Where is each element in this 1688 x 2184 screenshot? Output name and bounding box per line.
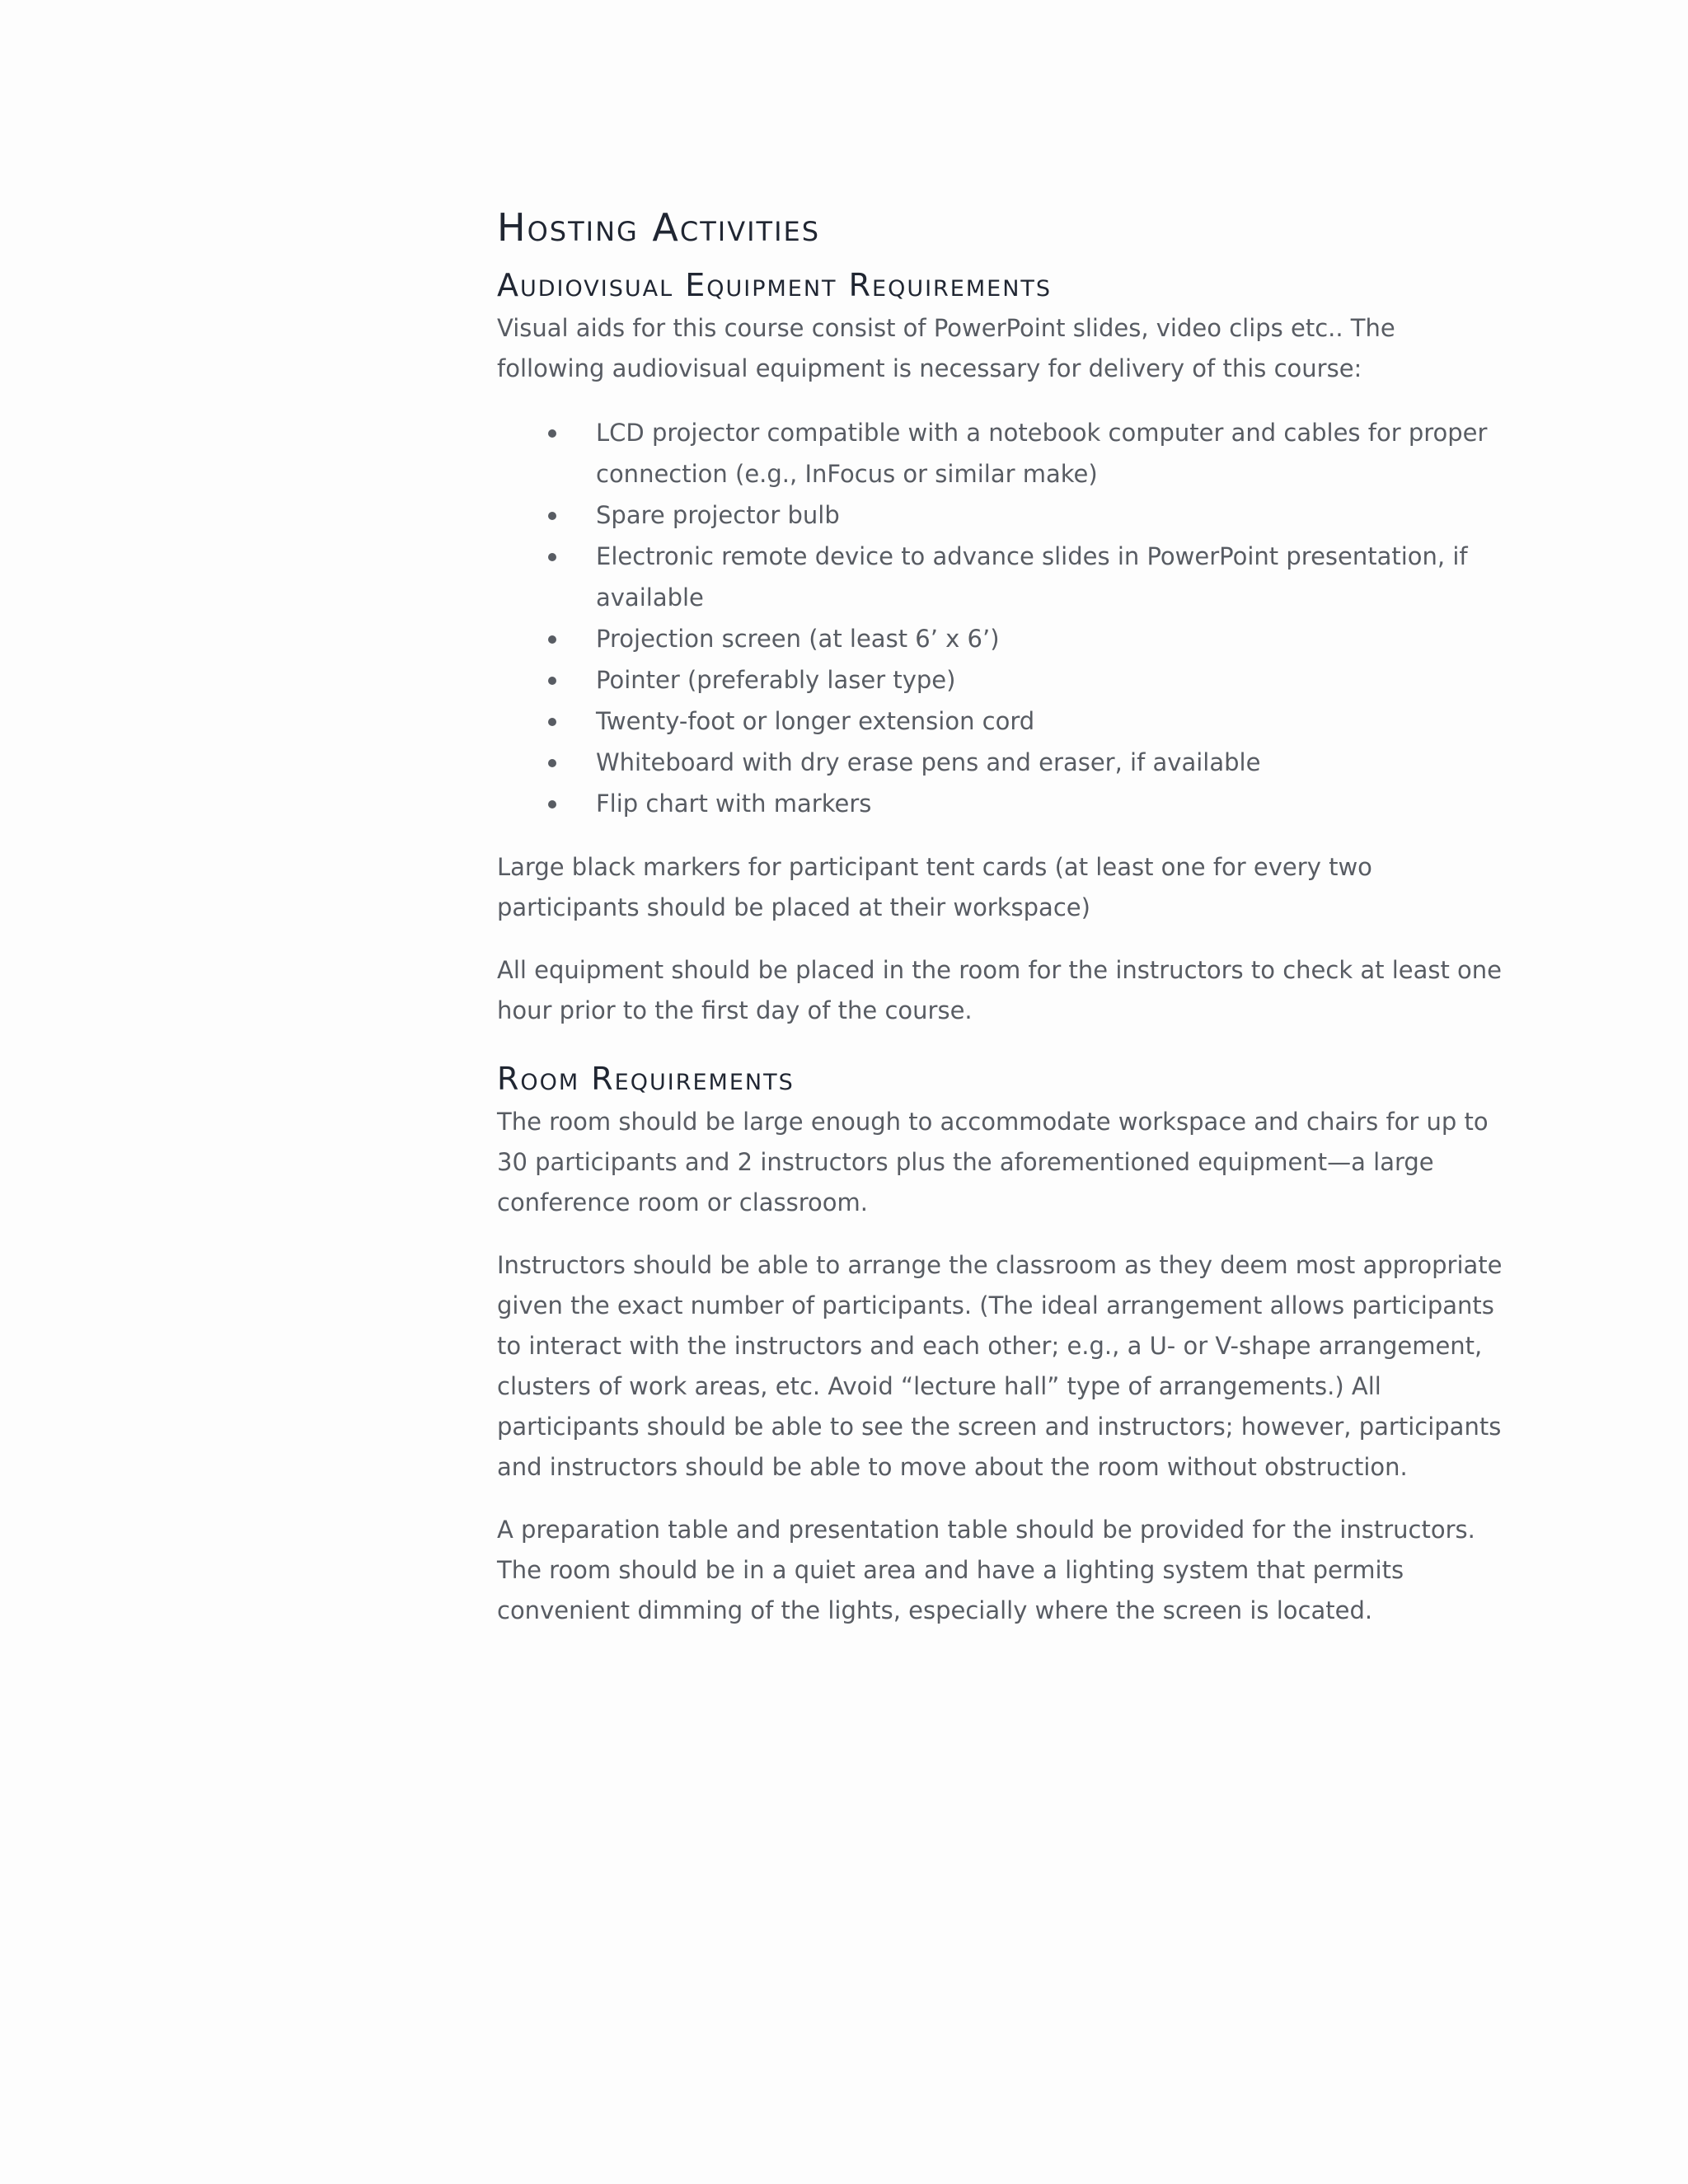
- list-item-text: Spare projector bulb: [596, 501, 840, 529]
- bullet-icon: [548, 800, 556, 808]
- bullet-icon: [548, 677, 556, 685]
- list-item: [497, 536, 1503, 618]
- bullet-icon: [548, 512, 556, 520]
- room-tables-lighting-paragraph: A preparation table and presentation table should be provided for the instructors. The room should be in a quiet area and have a lighting system that permits convenient dimming of the lights, especially where the screen is located.: [497, 1516, 1475, 1624]
- list-item: [497, 783, 1503, 824]
- list-item: [497, 659, 1503, 701]
- list-item-text: Whiteboard with dry erase pens and eraser, if available: [596, 748, 1261, 776]
- bullet-icon: [548, 718, 556, 726]
- section-heading-audiovisual: Audiovisual Equipment Requirements: [497, 267, 1053, 303]
- section-heading-room: Room Requirements: [497, 1061, 795, 1097]
- bullet-icon: [548, 759, 556, 767]
- bullet-icon: [548, 429, 556, 438]
- bullet-icon: [548, 553, 556, 561]
- list-item-text: Flip chart with markers: [596, 790, 872, 818]
- list-item-text: Twenty-foot or longer extension cord: [596, 707, 1035, 735]
- list-item: [497, 742, 1503, 783]
- page-title: Hosting Activities: [497, 205, 821, 250]
- list-item: [497, 412, 1503, 494]
- list-item: [497, 701, 1503, 742]
- markers-paragraph: Large black markers for participant tent cards (at least one for every two participants should be placed at their workspace): [497, 853, 1372, 921]
- audiovisual-intro-paragraph: Visual aids for this course consist of PowerPoint slides, video clips etc.. The following audiovisual equipment is necessary for delivery of this course:: [497, 314, 1395, 382]
- list-item-text: Projection screen (at least 6’ x 6’): [596, 625, 1000, 653]
- list-item-text: Electronic remote device to advance slides in PowerPoint presentation, if available: [596, 542, 1468, 612]
- document-content: [497, 198, 1503, 1631]
- room-size-paragraph: The room should be large enough to accommodate workspace and chairs for up to 30 participants and 2 instructors plus the aforementioned equipment—a large conference room or classroom.: [497, 1108, 1489, 1216]
- equipment-list: [497, 412, 1503, 824]
- equipment-placement-paragraph: All equipment should be placed in the room for the instructors to check at least one hour prior to the first day of the course.: [497, 956, 1503, 1024]
- list-item: [497, 618, 1503, 659]
- list-item-text: LCD projector compatible with a notebook computer and cables for proper connection (e.g., InFocus or similar make): [596, 419, 1488, 488]
- list-item-text: Pointer (preferably laser type): [596, 666, 956, 694]
- room-arrangement-paragraph: Instructors should be able to arrange the classroom as they deem most appropriate given the exact number of participants. (The ideal arrangement allows participants to interact with the instructors and each other; e.g., a U- or V-shape arrangement, clusters of work areas, etc. Avoid “lecture hall” type of arrangements.) All participants should be able to see the screen and instructors; however, participants and instructors should be able to move about the room without obstruction.: [497, 1251, 1503, 1481]
- list-item: [497, 494, 1503, 536]
- bullet-icon: [548, 635, 556, 644]
